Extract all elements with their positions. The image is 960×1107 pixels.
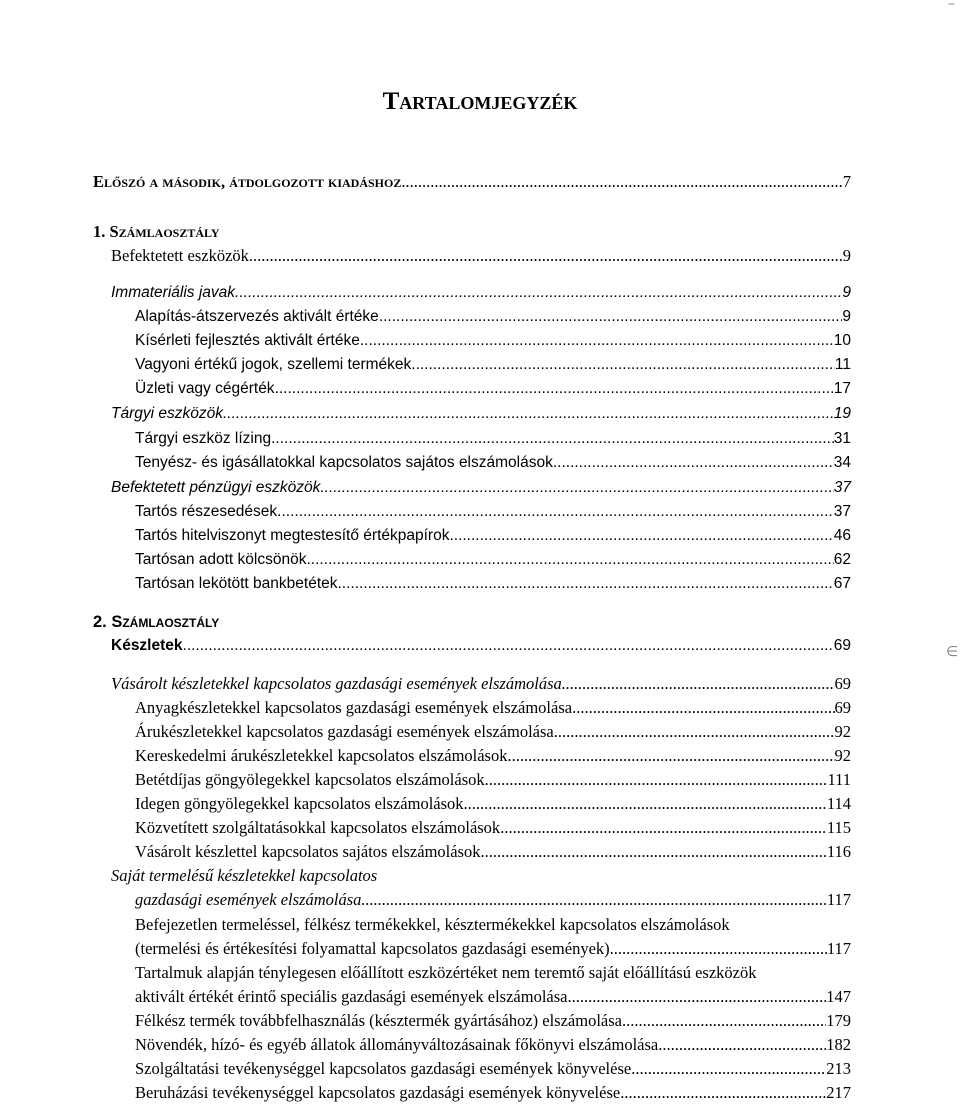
toc-entry[interactable]: [135, 818, 851, 842]
toc-entry-text: Idegen göngyölegekkel kapcsolatos elszámolások: [135, 794, 464, 813]
toc-entry[interactable]: [135, 1083, 851, 1107]
toc-entry-page: 31: [833, 430, 851, 447]
toc-entry-text: Tárgyi eszköz lízing: [135, 430, 272, 447]
section-heading-class2: 2. Számlaosztály: [93, 613, 220, 631]
toc-entry[interactable]: [135, 698, 851, 722]
toc-entry-own-production[interactable]: [135, 890, 851, 914]
toc-entry[interactable]: [135, 722, 851, 746]
toc-leader: [620, 1083, 826, 1103]
toc-entry-page: 179: [826, 1011, 851, 1030]
toc-leader: [360, 332, 834, 350]
toc-entry-page: 10: [833, 332, 851, 349]
toc-leader: [631, 1059, 826, 1079]
toc-entry[interactable]: [135, 1059, 851, 1083]
toc-entry[interactable]: [135, 356, 851, 380]
toc-entry[interactable]: [135, 1035, 851, 1059]
toc-leader: [554, 722, 835, 742]
toc-entry[interactable]: [135, 770, 851, 794]
toc-entry-text: Tartósan adott kölcsönök: [135, 551, 307, 568]
toc-entry-text: Üzleti vagy cégérték: [135, 380, 275, 397]
toc-entry[interactable]: [135, 1011, 851, 1035]
toc-entry-text: Immateriális javak: [111, 284, 236, 301]
toc-leader: [449, 527, 833, 545]
toc-entry-text: Előszó a második, átdolgozott kiadáshoz: [93, 172, 402, 191]
toc-entry-page: 114: [826, 794, 851, 813]
toc-leader: [562, 674, 835, 694]
toc-entry[interactable]: [135, 794, 851, 818]
toc-entry-page: 11: [834, 356, 851, 373]
toc-entry[interactable]: [135, 380, 851, 404]
toc-entry-page: 37: [833, 503, 851, 520]
toc-entry-page: 9: [842, 246, 851, 265]
toc-entry-capitalized[interactable]: [135, 987, 851, 1011]
toc-leader: [183, 637, 834, 655]
toc-entry-text: Árukészletekkel kapcsolatos gazdasági események elszámolása: [135, 722, 554, 741]
toc-entry-text: Tartós hitelviszonyt megtestesítő értékpapírok: [135, 527, 450, 544]
toc-leader: [507, 746, 834, 766]
toc-entry[interactable]: [135, 454, 851, 478]
toc-entry-text: Kereskedelmi árukészletekkel kapcsolatos elszámolások: [135, 746, 508, 765]
toc-entry-financial[interactable]: [111, 479, 851, 503]
toc-entry[interactable]: [135, 527, 851, 551]
toc-entry-foreword[interactable]: [93, 172, 851, 196]
toc-entry-text: gazdasági események elszámolása: [135, 890, 362, 909]
toc-entry-text: Félkész termék továbbfelhasználás (késztermék gyártásához) elszámolása: [135, 1011, 622, 1030]
toc-entry-text: Beruházási tevékenységgel kapcsolatos gazdasági események könyvelése: [135, 1083, 621, 1102]
toc-leader: [500, 818, 827, 838]
toc-leader: [275, 380, 834, 398]
toc-entry-page: 117: [826, 939, 851, 958]
toc-leader: [480, 842, 826, 862]
toc-entry-text: Vagyoni értékű jogok, szellemi termékek: [135, 356, 412, 373]
toc-entry-text: aktivált értékét érintő speciális gazdasági események elszámolása: [135, 987, 568, 1006]
toc-entry-own-production-line1: Saját termelésű készletekkel kapcsolatos: [111, 866, 378, 885]
toc-entry[interactable]: [135, 430, 851, 454]
toc-leader: [553, 454, 834, 472]
toc-entry-text: (termelési és értékesítési folyamattal kapcsolatos gazdasági események): [135, 939, 610, 958]
toc-entry-text: Befektetett pénzügyi eszközök: [111, 479, 321, 496]
toc-entry-page: 115: [826, 818, 851, 837]
toc-leader: [485, 770, 828, 790]
toc-entry-text: Befektetett eszközök: [111, 246, 249, 265]
toc-leader: [271, 430, 834, 448]
toc-leader: [235, 284, 842, 302]
toc-leader: [401, 172, 842, 192]
toc-leader: [572, 698, 834, 718]
toc-entry-text: Tárgyi eszközök: [111, 405, 223, 422]
toc-entry-page: 19: [833, 405, 851, 422]
toc-entry-intangible[interactable]: [111, 284, 851, 308]
toc-leader: [306, 551, 833, 569]
toc-entry-page: 111: [827, 770, 851, 789]
toc-entry[interactable]: [135, 551, 851, 575]
toc-entry-page: 46: [833, 527, 851, 544]
toc-entry-text: Vásárolt készlettel kapcsolatos sajátos elszámolások: [135, 842, 481, 861]
toc-entry-unfinished[interactable]: [135, 939, 851, 963]
toc-entry-text: Közvetített szolgáltatásokkal kapcsolatos elszámolások: [135, 818, 501, 837]
toc-entry-text: Betétdíjas göngyölegekkel kapcsolatos elszámolások: [135, 770, 485, 789]
toc-entry-page: 217: [826, 1083, 851, 1102]
toc-entry-page: 69: [834, 674, 851, 693]
toc-leader: [338, 575, 834, 593]
toc-leader: [223, 405, 834, 423]
toc-entry-page: 116: [826, 842, 851, 861]
toc-entry-text: Alapítás-átszervezés aktivált értéke: [135, 308, 379, 325]
toc-leader: [277, 503, 834, 521]
toc-entry-text: Kísérleti fejlesztés aktivált értéke: [135, 332, 360, 349]
toc-entry-capitalized-line1: Tartalmuk alapján ténylegesen előállított eszközértéket nem teremtő saját előállítású eszközök: [135, 963, 757, 982]
toc-entry-page: 67: [833, 575, 851, 592]
page-title: Tartalomjegyzék: [382, 88, 578, 115]
toc-entry-page: 17: [833, 380, 851, 397]
section-heading-class1: 1. Számlaosztály: [93, 222, 220, 241]
toc-leader: [379, 308, 843, 326]
toc-entry-page: 92: [834, 722, 851, 741]
margin-mark-icon: ∈: [946, 644, 959, 660]
toc-entry[interactable]: [135, 503, 851, 527]
toc-entry-page: 213: [826, 1059, 851, 1078]
toc-entry-page: 7: [842, 172, 851, 191]
toc-leader: [411, 356, 835, 374]
toc-entry-page: 9: [842, 308, 851, 325]
toc-entry[interactable]: [135, 332, 851, 356]
toc-entry[interactable]: [135, 575, 851, 599]
toc-leader: [249, 246, 843, 266]
corner-mark-icon: –: [948, 0, 955, 12]
toc-entry-page: 34: [833, 454, 851, 471]
toc-entry[interactable]: [135, 746, 851, 770]
toc-entry-text: Tenyész- és igásállatokkal kapcsolatos sajátos elszámolások: [135, 454, 553, 471]
toc-entry[interactable]: [135, 308, 851, 332]
toc-entry-text: Növendék, hízó- és egyéb állatok állományváltozásainak főkönyvi elszámolása: [135, 1035, 659, 1054]
toc-leader: [658, 1035, 826, 1055]
toc-leader: [622, 1011, 826, 1031]
toc-entry-purchased[interactable]: [111, 674, 851, 698]
toc-entry-page: 37: [833, 479, 851, 496]
toc-entry-page: 69: [834, 698, 851, 717]
toc-entry-text: Szolgáltatási tevékenységgel kapcsolatos gazdasági események könyvelése: [135, 1059, 632, 1078]
toc-entry-text: Vásárolt készletekkel kapcsolatos gazdasági események elszámolása: [111, 674, 562, 693]
toc-entry-page: 9: [842, 284, 851, 301]
toc-leader: [361, 890, 826, 910]
toc-entry-page: 117: [826, 890, 851, 909]
toc-entry-page: 69: [833, 637, 851, 654]
toc-entry-page: 182: [826, 1035, 851, 1054]
toc-entry-text: Anyagkészletekkel kapcsolatos gazdasági események elszámolása: [135, 698, 573, 717]
toc-leader: [567, 987, 826, 1007]
toc-leader: [320, 479, 833, 497]
toc-entry-text: Tartós részesedések: [135, 503, 278, 520]
toc-entry-unfinished-line1: Befejezetlen termeléssel, félkész termékekkel, késztermékekkel kapcsolatos elszámolások: [135, 915, 730, 934]
toc-entry[interactable]: [135, 842, 851, 866]
toc-leader: [610, 939, 827, 959]
toc-entry-fixed-assets[interactable]: [111, 246, 851, 270]
toc-entry-page: 147: [826, 987, 851, 1006]
toc-entry-page: 92: [834, 746, 851, 765]
toc-leader: [464, 794, 827, 814]
toc-entry-text: Készletek: [111, 637, 183, 654]
toc-entry-inventory[interactable]: [111, 637, 851, 661]
toc-entry-page: 62: [833, 551, 851, 568]
toc-entry-tangible[interactable]: [111, 405, 851, 429]
toc-entry-text: Tartósan lekötött bankbetétek: [135, 575, 338, 592]
